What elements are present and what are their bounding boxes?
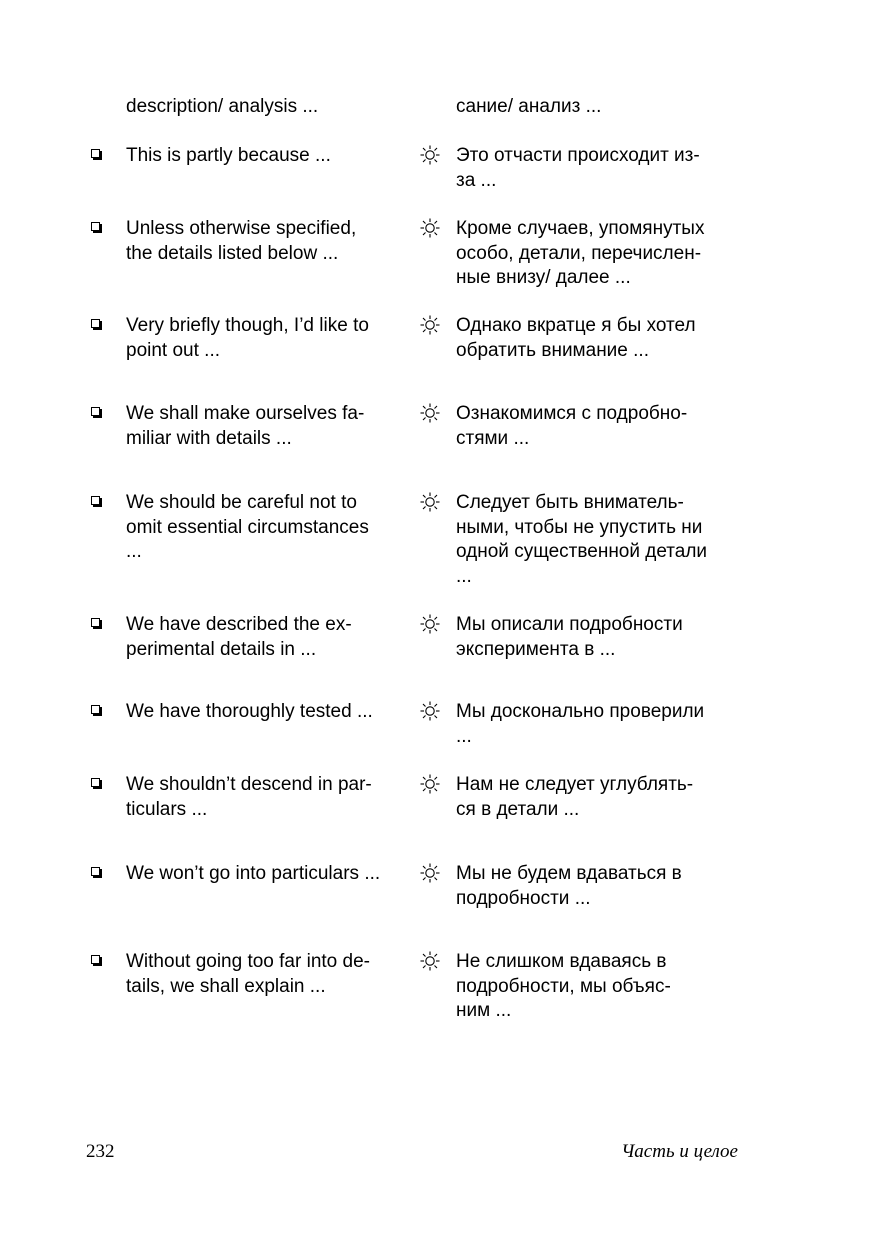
checkbox-bullet-icon [91, 407, 100, 416]
russian-translation: Мы не будем вдаваться в подробности ... [456, 863, 682, 909]
russian-translation: Ознакомимся с подробно- стями ... [456, 403, 688, 449]
russian-translation: Мы описали подробности эксперимента в ... [456, 614, 683, 660]
sun-icon [420, 145, 440, 165]
sun-icon [420, 403, 440, 423]
english-phrase: We should be careful not to omit essential circumstances ... [126, 492, 369, 562]
checkbox-bullet-icon [91, 705, 100, 714]
russian-translation: Не слишком вдаваясь в подробности, мы объяс- ним ... [456, 951, 671, 1021]
english-phrase: This is partly because ... [126, 145, 331, 166]
sun-icon [420, 951, 440, 971]
sun-icon [420, 863, 440, 883]
checkbox-bullet-icon [91, 618, 100, 627]
english-phrase: Unless otherwise specified, the details listed below ... [126, 218, 357, 264]
checkbox-bullet-icon [91, 319, 100, 328]
sun-icon [420, 492, 440, 512]
sun-icon [420, 614, 440, 634]
russian-translation: Однако вкратце я бы хотел обратить внимание ... [456, 315, 696, 361]
russian-translation: Кроме случаев, упомянутых особо, детали, перечислен- ные внизу/ далее ... [456, 218, 705, 288]
checkbox-bullet-icon [91, 222, 100, 231]
checkbox-bullet-icon [91, 778, 100, 787]
english-phrase: We won’t go into particulars ... [126, 863, 381, 884]
russian-translation: Нам не следует углублять- ся в детали ... [456, 774, 694, 820]
sun-icon [420, 701, 440, 721]
checkbox-bullet-icon [91, 867, 100, 876]
checkbox-bullet-icon [91, 955, 100, 964]
checkbox-bullet-icon [91, 149, 100, 158]
russian-translation: Это отчасти происходит из- за ... [456, 145, 700, 191]
english-phrase: Very briefly though, I’d like to point out ... [126, 315, 369, 361]
english-phrase: We shall make ourselves fa- miliar with details ... [126, 403, 365, 449]
russian-translation: Мы досконально проверили ... [456, 701, 705, 747]
sun-icon [420, 315, 440, 335]
english-phrase: Without going too far into de- tails, we shall explain ... [126, 951, 370, 997]
english-phrase: We have thoroughly tested ... [126, 701, 373, 722]
english-phrase: We shouldn’t descend in par- ticulars ... [126, 774, 372, 820]
page-number: 232 [86, 1141, 115, 1162]
russian-translation: Следует быть вниматель- ными, чтобы не упустить ни одной существенной детали ... [456, 492, 708, 587]
sun-icon [420, 218, 440, 238]
section-title: Часть и целое [621, 1141, 738, 1162]
lead-english: description/ analysis ... [126, 96, 319, 117]
sun-icon [420, 774, 440, 794]
english-phrase: We have described the ex- perimental details in ... [126, 614, 352, 660]
checkbox-bullet-icon [91, 496, 100, 505]
lead-russian: сание/ анализ ... [456, 96, 602, 117]
